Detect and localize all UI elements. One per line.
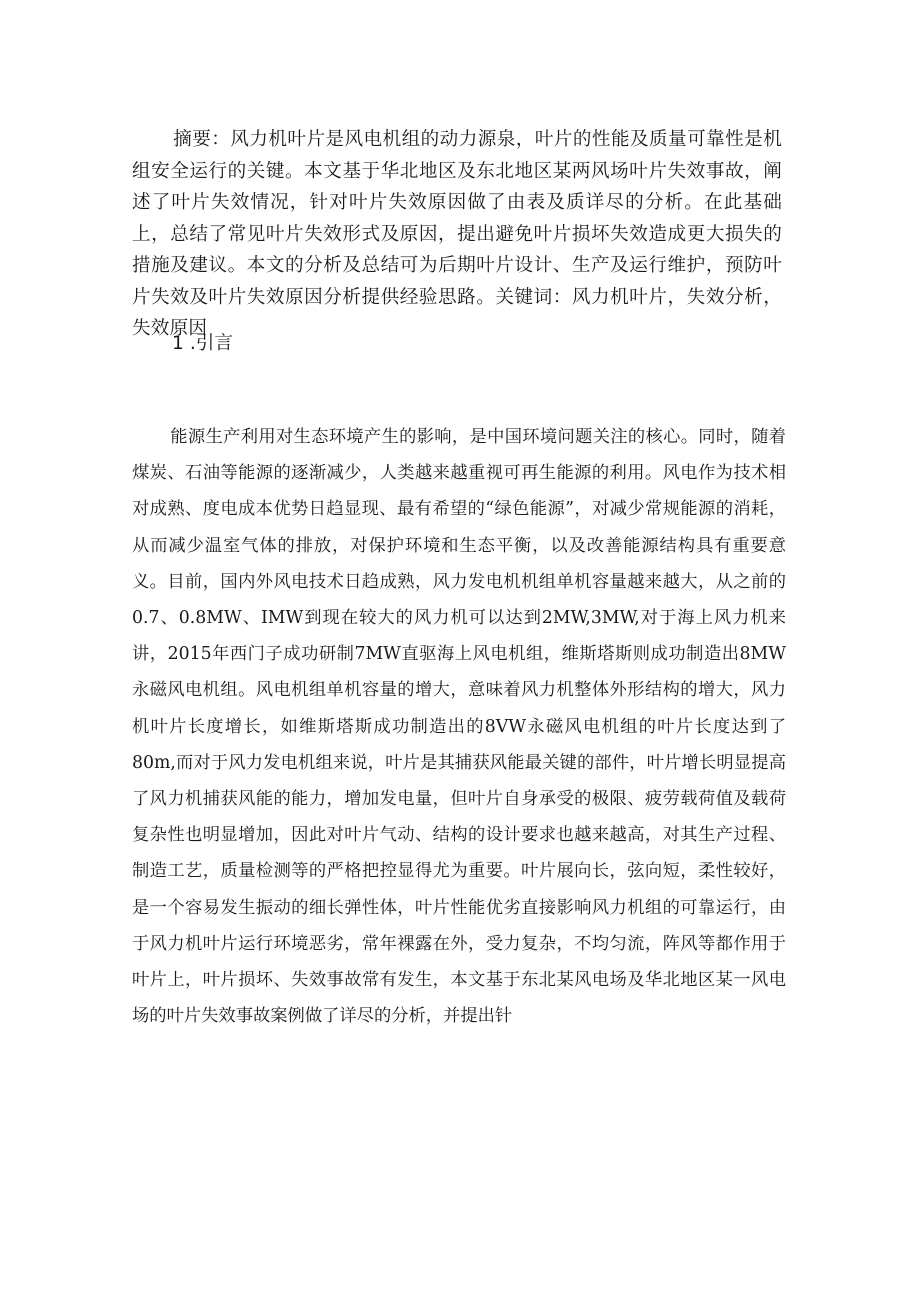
body-text: 能源生产利用对生态环境产生的影响，是中国环境问题关注的核心。同时，随着煤炭、石油等能源的逐渐减少，人类越来越重视可再生能源的利用。风电作为技术相对成熟、度电成本优势日趋显现、最有希望的“绿色能源”，对减少常规能源的消耗，从而减少温室气体的排放，对保护环境和生态平衡，以及改善能源结构具有重要意义。目前，国内外风电技术日趋成熟，风力发电机机组单机容量越来越大，从之前的0.7、0.8MW、IMW到现在较大的风力机可以达到2MW,3MW,对于海上风力机来讲，2015年西门子成功研制7MW直驱海上风电机组，维斯塔斯则成功制造出8MW永磁风电机组。风电机组单机容量的增大，意味着风力机整体外形结构的增大，风力机叶片长度增长，如维斯塔斯成功制造出的8VW永磁风电机组的叶片长度达到了80m,而对于风力发电机组来说，叶片是其捕获风能最关键的部件，叶片增长明显提高了风力机捕获风能的能力，增加发电量，但叶片自身承受的极限、疲劳载荷值及载荷复杂性也明显增加，因此对叶片气动、结构的设计要求也越来越高，对其生产过程、制造工艺，质量检测等的严格把控显得尤为重要。叶片展向长，弦向短，柔性较好，是一个容易发生振动的细长弹性体，叶片性能优劣直接影响风力机组的可靠运行，由于风力机叶片运行环境恶劣，常年裸露在外，受力复杂，不均匀流，阵风等都作用于叶片上，叶片损坏、失效事故常有发生，本文基于东北某风电场及华北地区某一风电场的叶片失效事故案例做了详尽的分析，并提出针 bbox=[132, 427, 786, 1027]
abstract-paragraph bbox=[132, 124, 782, 345]
section-heading bbox=[172, 330, 233, 358]
abstract-text: 摘要：风力机叶片是风电机组的动力源泉，叶片的性能及质量可靠性是机组安全运行的关键。本文基于华北地区及东北地区某两风场叶片失效事故，阐述了叶片失效情况，针对叶片失效原因做了由表及质详尽的分析。在此基础上，总结了常见叶片失效形式及原因，提出避免叶片损坏失效造成更大损失的措施及建议。本文的分析及总结可为后期叶片设计、生产及运行维护，预防叶片失效及叶片失效原因分析提供经验思路。关键词：风力机叶片，失效分析，失效原因 bbox=[132, 129, 782, 339]
body-paragraph bbox=[132, 419, 786, 1034]
section-title: .引言 bbox=[189, 333, 233, 354]
section-number: 1 bbox=[172, 333, 184, 354]
